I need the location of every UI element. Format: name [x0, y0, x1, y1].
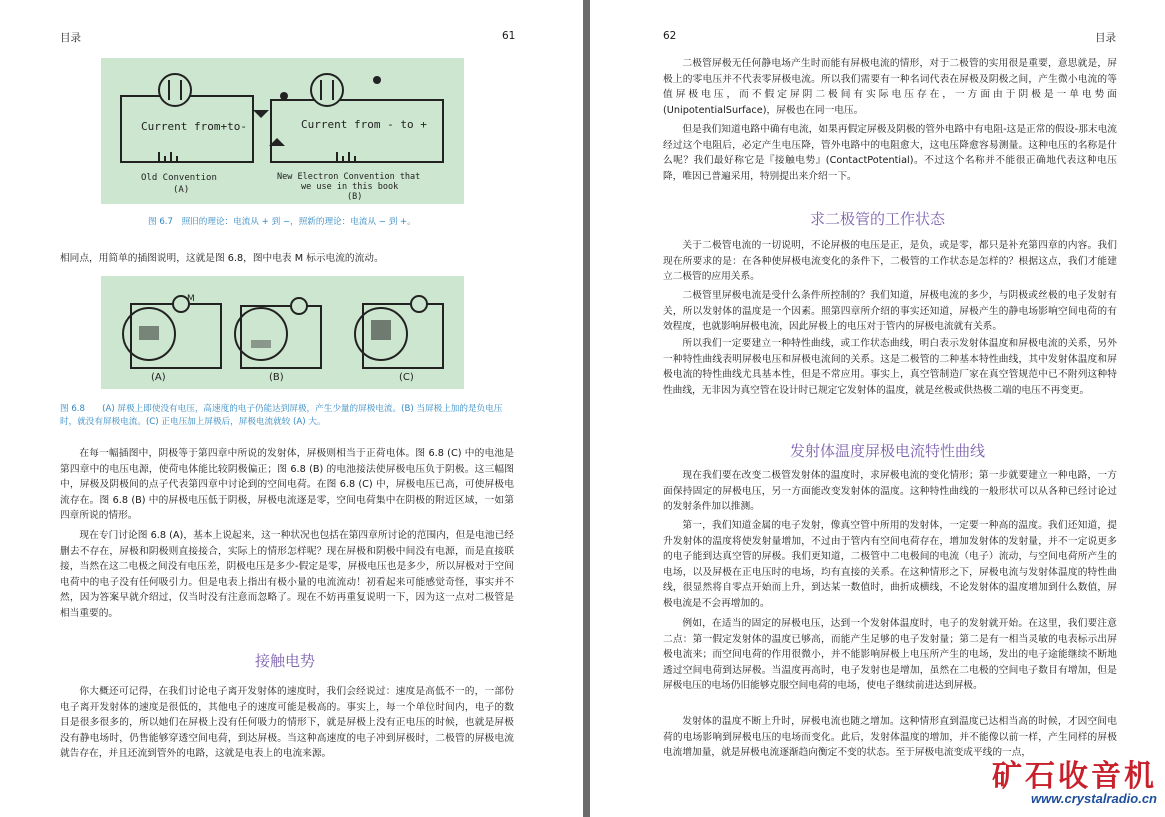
old-convention-tag: (A) — [173, 185, 190, 195]
left-page-number: 61 — [502, 30, 516, 42]
section-title-contact-potential: 接触电势 — [255, 652, 316, 670]
new-tube-icon — [311, 74, 343, 106]
section2-paragraph-4: 发射体的温度不断上升时，屏极电流也随之增加。这种情形直到温度已达相当高的时候，才因空间电荷的电场影响到屏极电压的电场而变化。此后，发射体温度的增加，并不能像以前一样，产生同样的屏极电流增加量，就是屏极电流逐渐趋向衡定不变的状态。至于屏极电流变成平线的一点， — [663, 716, 1117, 759]
new-current-label: Current from - to + — [301, 118, 427, 131]
space-charge-a — [139, 326, 159, 340]
section-title-temperature-curve: 发射体温度屏极电流特性曲线 — [790, 442, 986, 460]
section1-paragraph-1: 关于二极管电流的一切说明，不论屏极的电压是正，是负，或是零，都只是补充第四章的内容。我们现在所要求的是：在各种使屏极电流变化的条件下，二极管的工作状态是怎样的？根据这点，我们才能建立二极管的应用关系。 — [663, 240, 1117, 283]
figure-6-7-caption: 图 6.7 照旧的理论：电流从 + 到 −，照新的理论：电流从 − 到 +。 — [148, 217, 416, 227]
page-gutter — [583, 0, 590, 817]
meter-b-icon — [291, 298, 307, 314]
left-header-title: 目录 — [60, 32, 81, 44]
section-paragraph: 你大概还可记得，在我们讨论电子离开发射体的速度时，我们会经说过：速度是高低不一的，一部份电子离开发射体的速度是很低的，其他电子的速度可能是极高的。事实上，每一个单位时间内，电子的数目是很多很多的，所以她们在屏极上没有任何吸力的情形下，就是屏极上没有正电压的时候，也就是屏极没有静电场时，仍售能够穿透空间电荷，到达屏极。当这种高速度的电子冲到屏极时，二极管的屏极电流就告存在，并且还流到管外的电路，这就是电表上的电流来源。 — [60, 686, 514, 760]
runner-figure-icon — [373, 76, 381, 84]
figure-6-8 — [101, 276, 464, 389]
right-header-title: 目录 — [1095, 32, 1116, 44]
runner-figure-icon — [280, 92, 288, 100]
site-watermark — [980, 751, 1165, 817]
right-page-number: 62 — [663, 30, 677, 42]
new-convention-label-2: we use in this book — [301, 182, 399, 192]
new-convention-tag: (B) — [347, 192, 363, 202]
section1-paragraph-2: 二极管里屏极电流是受什么条件所控制的？我们知道，屏极电流的多少，与阴极或丝极的电子发射有关，所以发射体的温度是一个因素。照第四章所介绍的事实还知道，屏极产生的静电场影响空间电荷的有效程度，也就影响屏极电流，因此屏极上的电压对于管内的屏极电流就有关系。 — [663, 290, 1117, 333]
new-convention-label: New Electron Convention that — [277, 172, 421, 182]
right-page — [590, 0, 1165, 817]
old-tube-icon — [159, 74, 191, 106]
old-convention-label: Old Convention — [141, 173, 217, 183]
watermark-title: 矿石收音机 — [992, 759, 1157, 794]
old-current-label: Current from+to- — [141, 120, 247, 133]
section1-paragraph-3: 所以我们一定要建立一种特性曲线，或工作状态曲线，明白表示发射体温度和屏极电流的关系，另外一种特性曲线表明屏极电压和屏极电流间的关系。这是二极管的二种基本特性曲线，其中发射体温度和屏极电流的特性曲线尤具基本性，但是不常应用。事实上，真空管制造厂家在真空管规范中已不附列这种特性曲线，无非因为真空管在设计时已规定它发射体的温度，就是丝极或供热极二端的电压不再变更。 — [663, 338, 1117, 396]
figure-6-8-tag-c: (C) — [399, 372, 414, 383]
meter-label: M — [187, 294, 195, 304]
figure-6-7 — [101, 58, 464, 204]
meter-c-icon — [411, 296, 427, 312]
space-charge-b — [251, 340, 271, 348]
flow-arrow-icon — [253, 110, 269, 118]
right-intro-paragraph-1: 二极管屏极无任何静电场产生时而能有屏极电流的情形，对于二极管的实用很是重要，意思就是，屏极上的零电压并不代表零屏极电流。所以我们需要有一种名词代表在屏极及阴极之间，产生微小电流的等值屏极电压，而不假定屏阴二极间有实际电压存在，一方面由于阴极是一单电势面 (UnipotentialSurface)，屏极也在同一电压。 — [663, 58, 1117, 116]
body-paragraph-2: 现在专门讨论图 6.8 (A)，基本上说起来，这一种状况也包括在第四章所讨论的范围内，但是电池已经删去不存在，屏极和阴极则直接接合，实际上的情形怎样呢？现在屏极和阴极中间没有电源，而是直接联接，当然在这二电极之间没有电压差，阴极电压是多少-假定是零，屏极电压也是多少，所以屏极对于空间电荷中的电子没有任何吸引力。但是电表上指出有极小量的电流流动！初看起来可能感觉奇怪，事实并不然，因为答案早就介绍过，仅当时没有注意而忽略了。现在不妨再重复说明一下，因为这一点对二极管是相当重要的。 — [60, 530, 514, 619]
right-intro-paragraph-2: 但是我们知道电路中确有电流，如果再假定屏极及阴极的管外电路中有电阻-这是正常的假设-那末电流经过这个电阻后，必定产生电压降，管外电路中的电阻愈大，这电压降愈容易测量。这种电压的名称是什么呢？我们最好称它是『接触电势』(ContactPotential)。不过这个名称并不能很正确地代表这种电压降，唯因已普遍采用，特别提出来介绍一下。 — [663, 124, 1117, 182]
watermark-url: www.crystalradio.cn — [1031, 791, 1157, 806]
body-paragraph-1: 在每一幅插图中，阴极等于第四章中所说的发射体，屏极则相当于正荷电体。图 6.8 (C) 中的电池是第四章中的电压电源，使荷电体能比较阴极偏正；图 6.8 (B) 的电池接法使屏极电压负于阴极。这三幅图中，屏极及阴极间的点子代表第四章中讨论到的空间电荷。在图 6.8 (C) 中，屏极电压已高，可使屏极电流存在。图 6.8 (B) 中的屏极电压低于阴极，屏极电流逐是零，空间电荷集中在阴极的附近区域，一如第四章所说的情形。 — [60, 448, 514, 522]
section2-paragraph-2: 第一，我们知道金属的电子发射，像真空管中所用的发射体，一定要一种高的温度。我们还知道，提升发射体的温度将使发射量增加，不过由于管内有空间电荷存在，增加发射体的发射量，并不一定说更多的电子能到达真空管的屏极。我们更知道，二极管中二电极间的电流（电子）流动，与空间电荷所产生的电场，以及屏极在正电压时的电场，均有直接的关系。在这种情形之下，屏极电流与发射体温度的特性曲线，很显然将自零点开始而上升，到达某一数值时，曲折成横线，不论发射体的温度增加到什么数值，屏极电流是不会再增加的。 — [663, 520, 1117, 609]
section2-paragraph-1: 现在我们要在改变二极管发射体的温度时，求屏极电流的变化情形；第一步就要建立一种电路，一方面保持固定的屏极电压，另一方面能改变发射体的温度。这种特性曲线的一般形状可以从各种已经讨论过的发射条件加以推测。 — [663, 470, 1117, 513]
section-title-working-state: 求二极管的工作状态 — [810, 210, 946, 228]
tube-b-icon — [235, 308, 287, 360]
figure-6-8-caption: 图 6.8 (A) 屏极上即使没有电压，高速度的电子仍能达到屏极，产生少量的屏极电流。(B) 当屏极上加的是负电压时，就没有屏极电流。(C) 正电压加上屏极后，屏极电流就较 (A) 大。 — [60, 404, 503, 427]
figure-6-8-tag-a: (A) — [151, 372, 166, 383]
figure-6-8-tag-b: (B) — [269, 372, 284, 383]
section2-paragraph-3: 例如，在适当的固定的屏极电压，达到一个发射体温度时，电子的发射就开始。在这里，我们要注意二点：第一假定发射体的温度已够高，而能产生足够的电子发射量；第二是有一相当灵敏的电表标示出屏极电流来；而空间电荷的作用很微小，并不能影响屏极上电压所产生的电场，发出的电子途能继续不断地透过空间电荷到达屏极。当温度再高时，电子发射也是增加，虽然在二电极的空间电子数目有增加，但是屏极电压的电场仍旧能够克服空间电荷的电场，使电子继续前进达到屏极。 — [663, 618, 1117, 692]
new-convention-wire — [271, 100, 443, 162]
space-charge-c — [371, 320, 391, 340]
intro-line: 相同点，用简单的插图说明，这就是图 6.8，图中电表 M 标示电流的流动。 — [60, 253, 384, 264]
